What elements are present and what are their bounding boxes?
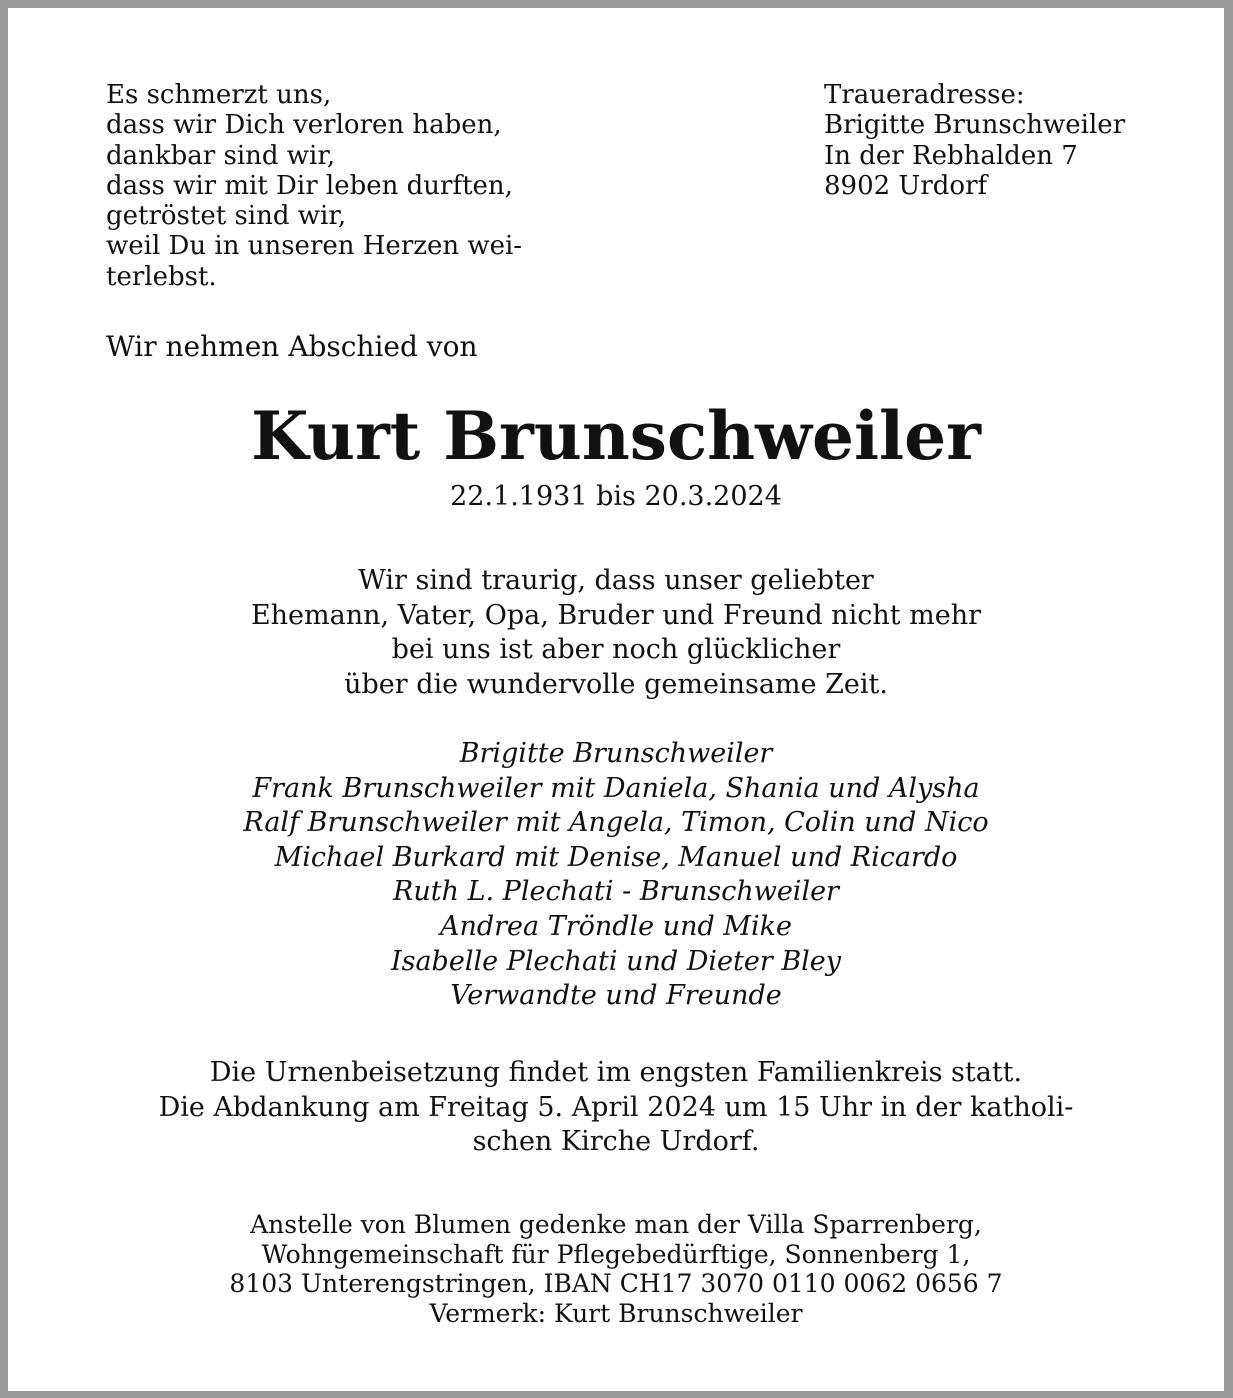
funeral-line: Die Abdankung am Freitag 5. April 2024 um 15 Uhr in der katholi- (158, 1091, 1074, 1123)
obituary-page (8, 8, 1224, 1391)
poem (106, 80, 522, 292)
life-dates: 22.1.1931 bis 20.3.2024 (450, 481, 782, 512)
poem-line: dankbar sind wir, (106, 140, 336, 171)
message-line: bei uns ist aber noch glücklicher (391, 634, 841, 666)
message-line: über die wundervolle gemeinsame Zeit. (344, 668, 888, 700)
mourner-line: Ralf Brunschweiler mit Angela, Timon, Colin und Nico (243, 807, 989, 839)
mourners-list (8, 737, 1224, 1014)
mourner-line: Michael Burkard mit Denise, Manuel und Ricardo (274, 841, 958, 873)
address-line: Traueradresse: (824, 80, 1025, 110)
funeral-line: schen Kirche Urdorf. (472, 1126, 760, 1158)
mourner-line: Isabelle Plechati und Dieter Bley (390, 945, 842, 977)
deceased-name: Kurt Brunschweiler (251, 397, 981, 475)
message-line: Wir sind traurig, dass unser geliebter (358, 565, 874, 596)
mourning-message (8, 564, 1224, 702)
mourner-line: Ruth L. Plechati - Brunschweiler (393, 876, 839, 908)
poem-line: terlebst. (106, 261, 217, 292)
message-line: Ehemann, Vater, Opa, Bruder und Freund nicht mehr (250, 599, 982, 631)
mourner-line: Frank Brunschweiler mit Daniela, Shania und Alysha (252, 772, 980, 804)
poem-line: Es schmerzt uns, (106, 80, 332, 110)
donation-line: Wohngemeinschaft für Pflegebedürftige, Sonnenberg 1, (261, 1239, 971, 1269)
mourning-address (824, 80, 1125, 201)
address-line: 8902 Urdorf (824, 170, 988, 201)
poem-line: dass wir mit Dir leben durften, (106, 170, 513, 201)
donation-line: 8103 Unterengstringen, IBAN CH17 3070 0110 0062 0656 7 (229, 1269, 1003, 1299)
funeral-info (8, 1056, 1224, 1160)
donation-line: Anstelle von Blumen gedenke man der Villa Sparrenberg, (250, 1210, 982, 1239)
mourner-line: Brigitte Brunschweiler (459, 738, 773, 769)
address-line: Brigitte Brunschweiler (824, 110, 1126, 141)
poem-line: getröstet sind wir, (106, 201, 347, 232)
farewell-intro: Wir nehmen Abschied von (106, 330, 478, 363)
mourner-line: Verwandte und Freunde (450, 980, 782, 1012)
funeral-line: Die Urnenbeisetzung findet im engsten Familienkreis statt. (209, 1057, 1023, 1088)
poem-line: weil Du in unseren Herzen wei- (106, 231, 523, 262)
mourner-line: Andrea Tröndle und Mike (439, 910, 793, 942)
donation-info (8, 1210, 1224, 1328)
poem-line: dass wir Dich verloren haben, (106, 110, 502, 141)
address-line: In der Rebhalden 7 (824, 140, 1078, 171)
donation-line: Vermerk: Kurt Brunschweiler (429, 1298, 803, 1328)
